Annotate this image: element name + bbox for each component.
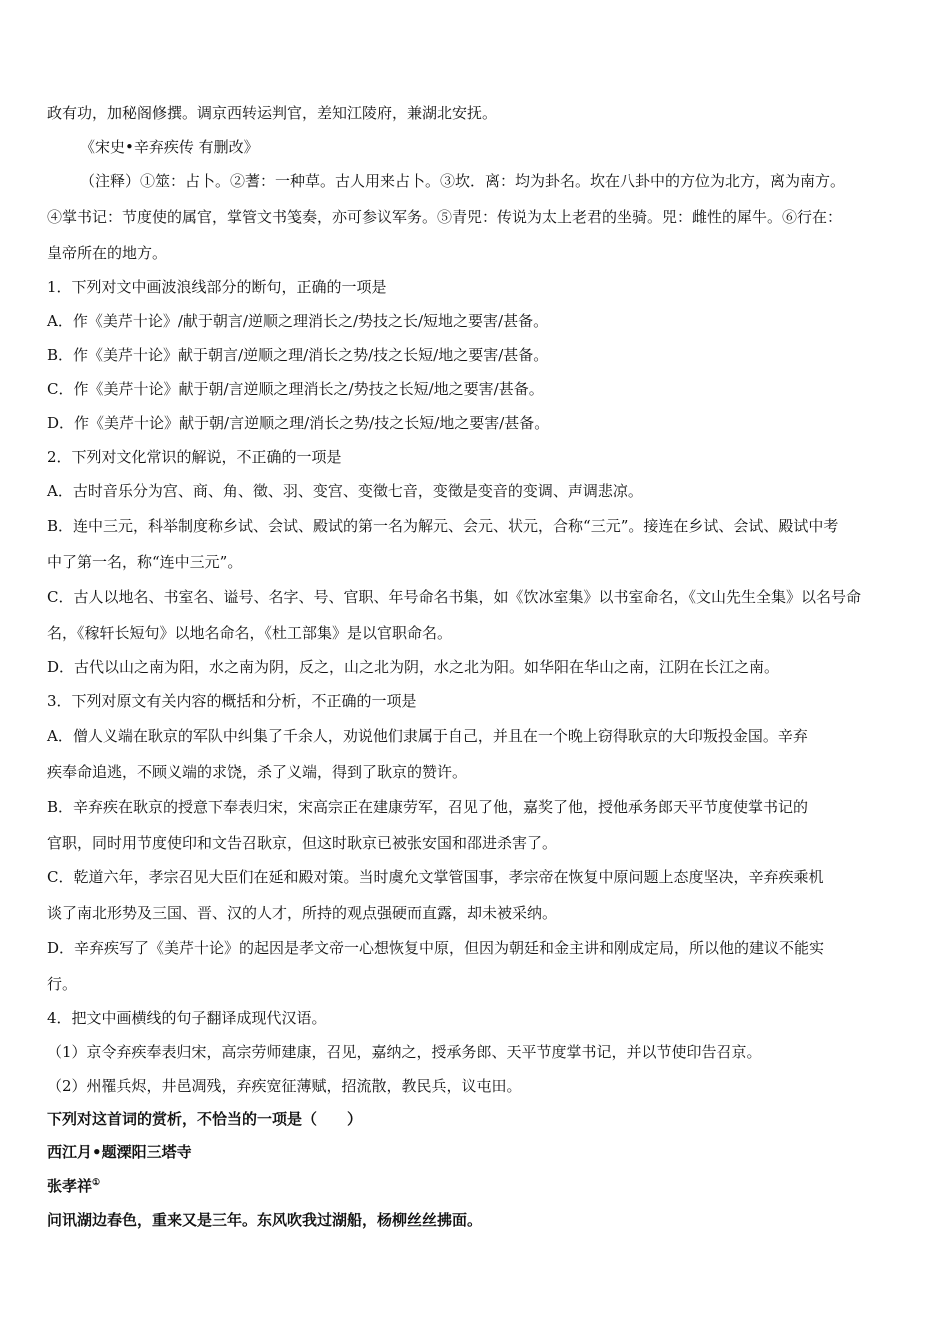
question-2-option-b-cont: 中了第一名，称“连中三元”。 bbox=[47, 553, 243, 571]
question-2-option-a: A．古时音乐分为宫、商、角、徵、羽、变宫、变徵七音，变徵是变音的变调、声调悲凉。 bbox=[47, 482, 643, 500]
question-3-option-c: C．乾道六年，孝宗召见大臣们在延和殿对策。当时虞允文掌管国事，孝宗帝在恢复中原问题上态度坚决，辛弃疾乘机 bbox=[47, 868, 824, 886]
question-4-stem: 4．把文中画横线的句子翻译成现代汉语。 bbox=[47, 1009, 327, 1027]
question-3-option-c-cont: 谈了南北形势及三国、晋、汉的人才，所持的观点强硬而直露，却未被采纳。 bbox=[47, 904, 558, 922]
notes-line: （注释）①筮：占卜。②蓍：一种草。古人用来占卜。③坎．离：均为卦名。坎在八卦中的方位为北方，离为南方。 bbox=[80, 172, 846, 190]
question-3-stem: 3．下列对原文有关内容的概括和分析，不正确的一项是 bbox=[47, 692, 417, 710]
question-1-option-b: B．作《美芹十论》献于朝言/逆顺之理/消长之势/技之长短/地之要害/甚备。 bbox=[47, 346, 549, 364]
question-4-sentence-2: （2）州罹兵烬，井邑凋残，弃疾宽征薄赋，招流散，教民兵，议屯田。 bbox=[47, 1077, 522, 1095]
question-2-option-c-cont: 名，《稼轩长短句》以地名命名，《杜工部集》是以官职命名。 bbox=[47, 624, 453, 642]
question-3-option-b-cont: 官职，同时用节度使印和文告召耿京，但这时耿京已被张安国和邵进杀害了。 bbox=[47, 834, 558, 852]
question-4-sentence-1: （1）京令弃疾奉表归宋，高宗劳师建康，召见，嘉纳之，授承务郎、天平节度掌书记，并以节使印告召京。 bbox=[47, 1043, 762, 1061]
question-3-option-d: D．辛弃疾写了《美芹十论》的起因是孝文帝一心想恢复中原，但因为朝廷和金主讲和刚成定局，所以他的建议不能实 bbox=[47, 939, 825, 957]
question-1-option-d: D．作《美芹十论》献于朝/言逆顺之理/消长之势/技之长短/地之要害/甚备。 bbox=[47, 414, 550, 432]
question-1-option-c: C．作《美芹十论》献于朝/言逆顺之理消长之/势技之长短/地之要害/甚备。 bbox=[47, 380, 544, 398]
question-2-stem: 2．下列对文化常识的解说，不正确的一项是 bbox=[47, 448, 342, 466]
question-2-option-d: D．古代以山之南为阳，水之南为阴，反之，山之北为阴，水之北为阳。如华阳在华山之南，江阴在长江之南。 bbox=[47, 658, 780, 676]
notes-line: ④掌书记：节度使的属官，掌管文书笺奏，亦可参议军务。⑤青兕：传说为太上老君的坐骑。兕：雌性的犀牛。⑥行在： bbox=[47, 208, 843, 226]
question-1-stem: 1．下列对文中画波浪线部分的断句，正确的一项是 bbox=[47, 278, 387, 296]
poem-title: 西江月•题溧阳三塔寺 bbox=[47, 1143, 192, 1161]
poem-question: 下列对这首词的赏析，不恰当的一项是（ ） bbox=[47, 1110, 363, 1128]
question-3-option-a: A．僧人义端在耿京的军队中纠集了千余人，劝说他们隶属于自己，并且在一个晚上窃得耿京的大印叛投金国。辛弃 bbox=[47, 727, 808, 745]
question-3-option-a-cont: 疾奉命追逃，不顾义端的求饶，杀了义端，得到了耿京的赞许。 bbox=[47, 763, 468, 781]
poem-author-note: ① bbox=[92, 1178, 101, 1188]
question-1-option-a: A．作《美芹十论》/献于朝言/逆顺之理消长之/势技之长/短地之要害/甚备。 bbox=[47, 312, 549, 330]
poem-author-name: 张孝祥 bbox=[47, 1177, 93, 1195]
question-2-option-c: C．古人以地名、书室名、谥号、名字、号、官职、年号命名书集，如《饮冰室集》以书室命名，《文山先生全集》以名号命 bbox=[47, 588, 861, 606]
passage-line: 政有功，加秘阁修撰。调京西转运判官，差知江陵府，兼湖北安抚。 bbox=[47, 104, 498, 122]
notes-line: 皇帝所在的地方。 bbox=[47, 244, 168, 262]
question-3-option-d-cont: 行。 bbox=[47, 975, 78, 993]
passage-source: 《宋史•辛弃疾传 有删改》 bbox=[80, 138, 259, 156]
poem-author bbox=[47, 1176, 927, 1196]
poem-line: 问讯湖边春色，重来又是三年。东风吹我过湖船，杨柳丝丝拂面。 bbox=[47, 1211, 483, 1229]
question-2-option-b: B．连中三元，科举制度称乡试、会试、殿试的第一名为解元、会元、状元，合称“三元”。接连在乡试、会试、殿试中考 bbox=[47, 517, 839, 535]
question-3-option-b: B．辛弃疾在耿京的授意下奉表归宋，宋高宗正在建康劳军，召见了他，嘉奖了他，授他承务郎天平节度使掌书记的 bbox=[47, 798, 809, 816]
